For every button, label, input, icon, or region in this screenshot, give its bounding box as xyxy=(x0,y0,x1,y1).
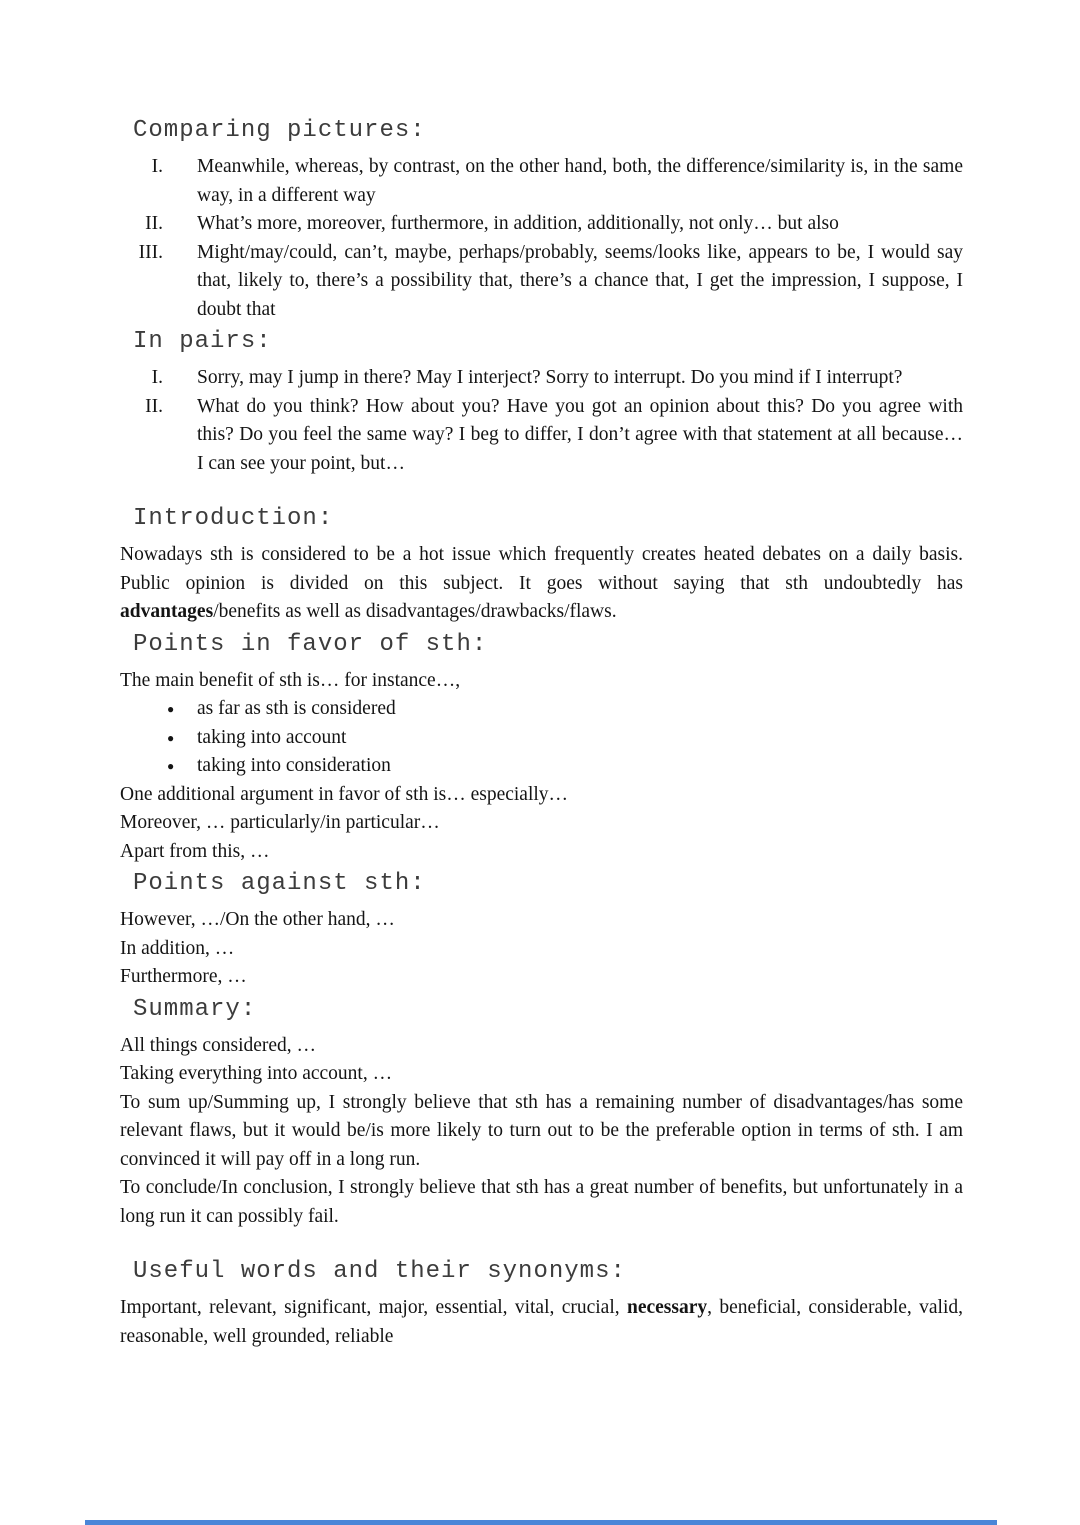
text-line: Taking everything into account, … xyxy=(120,1063,393,1084)
paragraph-useful-words xyxy=(120,1294,963,1351)
bullet-text: taking into account xyxy=(197,726,347,748)
next-page-edge xyxy=(85,1520,997,1525)
paragraph-introduction xyxy=(120,541,963,627)
list-marker: II. xyxy=(145,213,163,234)
list-item xyxy=(120,210,963,239)
bullet-text: as far as sth is considered xyxy=(197,698,396,719)
list-item xyxy=(120,153,963,210)
bullet-text: taking into consideration xyxy=(197,755,391,776)
section-in-pairs xyxy=(120,327,963,478)
list-item-text: Might/may/could, can’t, maybe, perhaps/probably, seems/looks like, appears to be, I would say that, likely to, there’s a possibility that, there’s a chance that, I get the impression, I suppose, I doubt that xyxy=(197,241,963,320)
list-item xyxy=(120,364,963,393)
list-item xyxy=(120,393,963,479)
section-points-in-favor xyxy=(120,630,963,867)
list-marker: I. xyxy=(151,156,163,177)
text-line: The main benefit of sth is… for instance…, xyxy=(120,669,461,691)
heading-comparing-pictures: Comparing pictures: xyxy=(133,117,426,144)
list-marker: III. xyxy=(138,241,163,263)
list-item-text: Sorry, may I jump in there? May I interject? Sorry to interrupt. Do you mind if I interrupt? xyxy=(197,367,903,388)
section-useful-words xyxy=(120,1257,963,1351)
heading-points-against: Points against sth: xyxy=(133,870,426,897)
heading-in-pairs: In pairs: xyxy=(133,328,272,355)
section-comparing-pictures xyxy=(120,116,963,324)
list-item-text: Meanwhile, whereas, by contrast, on the other hand, both, the difference/similarity is, in the same way, in a different way xyxy=(197,156,963,206)
bullet-item xyxy=(120,752,963,781)
section-introduction xyxy=(120,504,963,627)
text-line: Furthermore, … xyxy=(120,966,247,987)
paragraph-text: , beneficial, considerable, valid, reasonable, well grounded, reliable xyxy=(120,1297,963,1347)
bullet-icon: ● xyxy=(167,759,175,773)
text-line: However, …/On the other hand, … xyxy=(120,909,395,930)
list-item xyxy=(120,239,963,325)
heading-useful-words: Useful words and their synonyms: xyxy=(133,1258,626,1285)
paragraph-summary-conclude: To conclude/In conclusion, I strongly believe that sth has a great number of benefits, but unfortunately in a long run it can possibly fail. xyxy=(120,1177,963,1227)
bullet-item xyxy=(120,695,963,724)
bold-word-advantages: advantages xyxy=(120,601,214,622)
paragraph-text: /benefits as well as disadvantages/drawbacks/flaws. xyxy=(213,601,617,622)
bold-word-necessary: necessary xyxy=(626,1297,708,1318)
list-marker: II. xyxy=(145,395,163,417)
list-marker: I. xyxy=(151,367,163,388)
text-line: Moreover, … particularly/in particular… xyxy=(120,812,440,833)
text-line: Apart from this, … xyxy=(120,840,270,862)
paragraph-text: Important, relevant, significant, major, essential, vital, crucial, xyxy=(120,1297,627,1318)
bullet-icon: ● xyxy=(167,702,175,716)
paragraph-summary-sum-up: To sum up/Summing up, I strongly believe that sth has a remaining number of disadvantages/has some relevant flaws, but it would be/is more likely to turn out to be the preferable option in terms of sth. I am convinced it will pay off in a long run. xyxy=(120,1091,963,1170)
heading-introduction: Introduction: xyxy=(133,505,334,532)
text-line: In addition, … xyxy=(120,937,235,959)
text-line: One additional argument in favor of sth is… especially… xyxy=(120,783,569,805)
section-points-against xyxy=(120,869,963,992)
bullet-item xyxy=(120,724,963,753)
text-line: All things considered, … xyxy=(120,1034,317,1056)
document-content xyxy=(120,116,963,1351)
heading-points-in-favor: Points in favor of sth: xyxy=(133,630,488,658)
paragraph-text: Nowadays sth is considered to be a hot issue which frequently creates heated debates on a daily basis. Public opinion is divided on this subject. It goes without saying that sth undoubtedly has xyxy=(120,544,963,594)
list-item-text: What do you think? How about you? Have you got an opinion about this? Do you agree with this? Do you feel the same way? I beg to differ, I don’t agree with that statement at all because… I can see your point, but… xyxy=(197,395,963,474)
section-summary xyxy=(120,995,963,1232)
list-item-text: What’s more, moreover, furthermore, in addition, additionally, not only… but also xyxy=(197,213,839,234)
bullet-icon: ● xyxy=(167,730,175,745)
heading-summary: Summary: xyxy=(133,995,257,1023)
